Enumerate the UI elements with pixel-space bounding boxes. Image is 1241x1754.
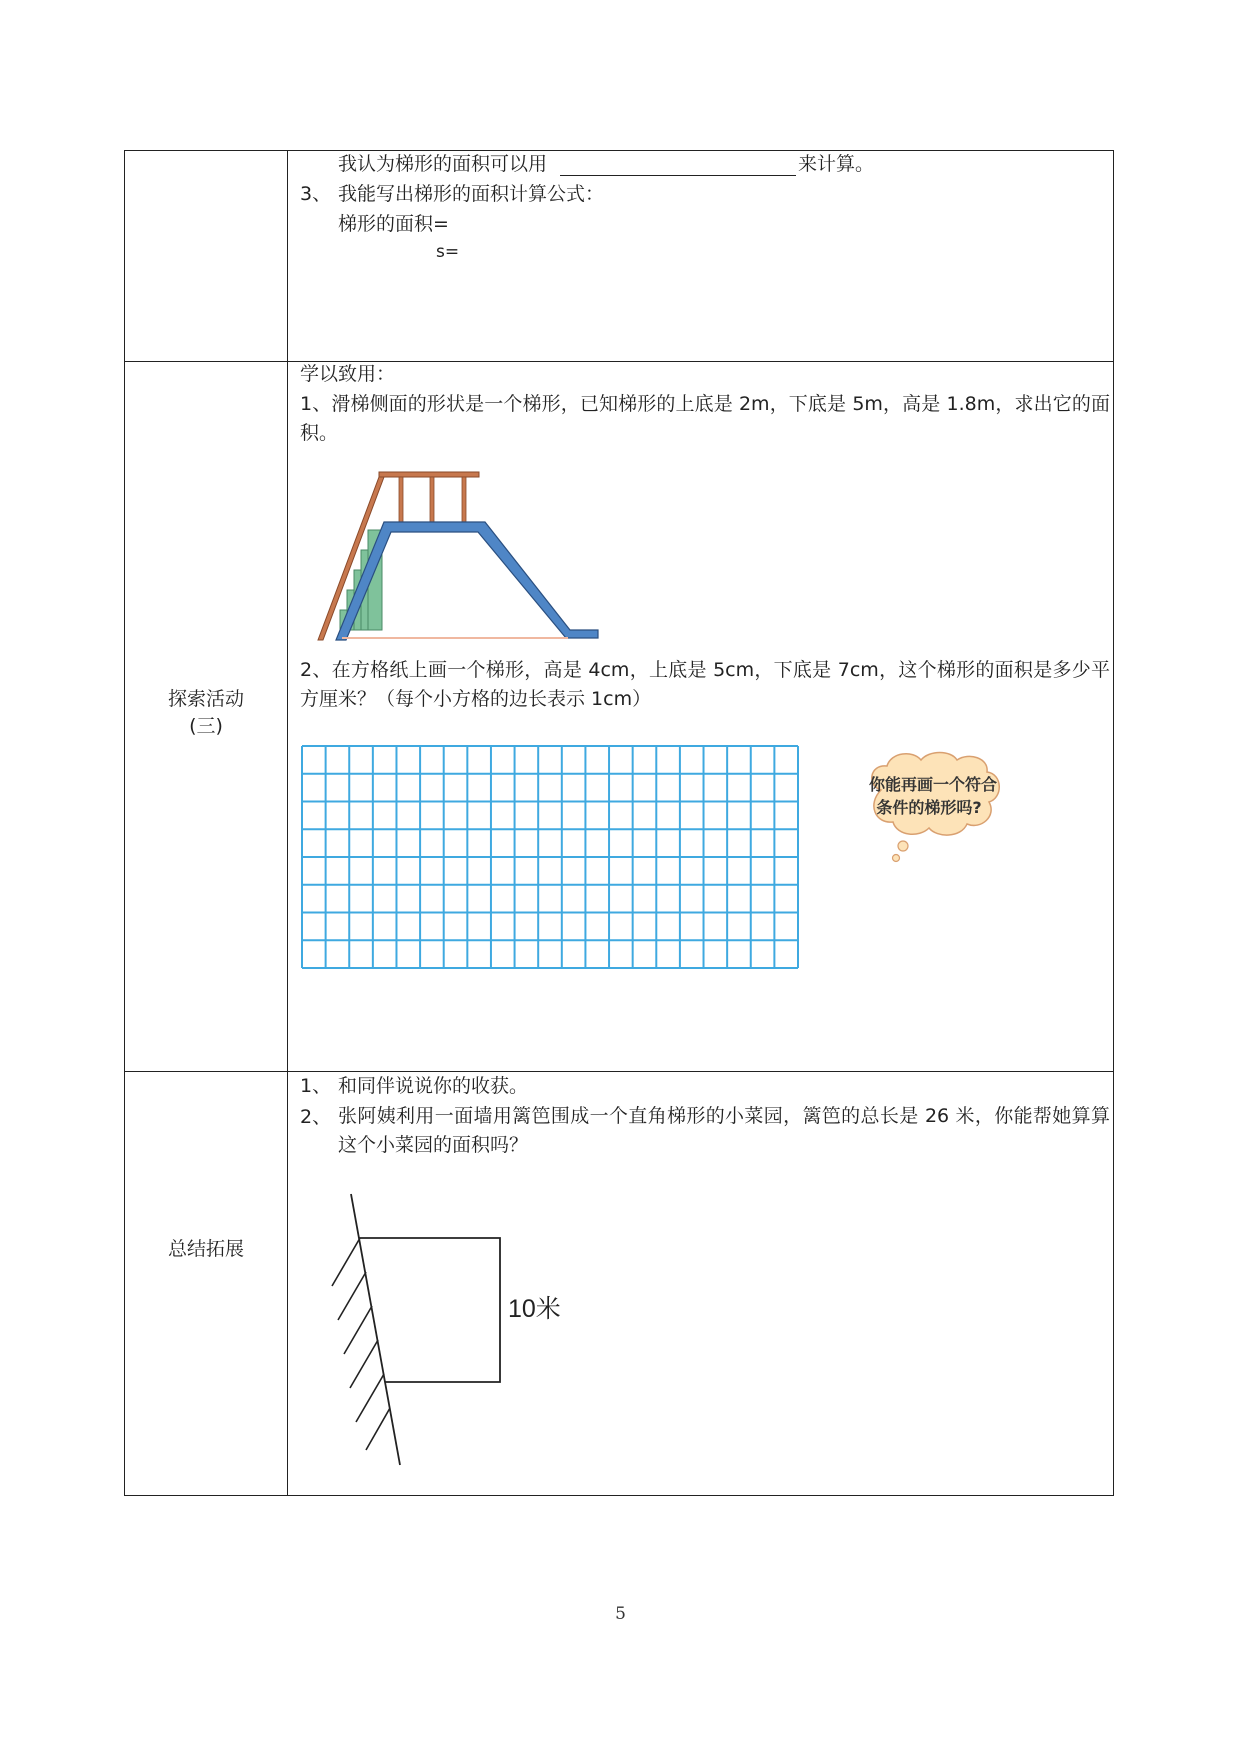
page-number: 5: [615, 1604, 626, 1624]
slide-illustration: [318, 470, 608, 650]
summary-item-1-text: 和同伴说说你的收获。: [338, 1075, 529, 1097]
grid-problem: 2、在方格纸上画一个梯形，高是 4cm，上底是 5cm，下底是 7cm，这个梯形的面积是多少平方厘米？（每个小方格的边长表示 1cm）: [300, 659, 1110, 710]
area-method-suffix: 来计算。: [798, 153, 875, 175]
summary-content: [288, 1072, 1113, 1495]
summary-item-1-number: 1、: [300, 1075, 332, 1097]
item-3-number: 3、: [300, 183, 332, 205]
exploration-label-number: (三): [189, 715, 223, 737]
exploration-label-title: 探索活动: [167, 688, 244, 710]
exploration-label: [125, 686, 287, 740]
thought-dot-large: [898, 841, 908, 851]
apply-heading: 学以致用：: [300, 363, 396, 385]
worksheet-table: [124, 150, 1114, 1496]
fence-outline: [359, 1238, 500, 1382]
formula-words: 梯形的面积=: [338, 213, 449, 235]
exploration-content: [288, 362, 1113, 1071]
summary-item-2-number: 2、: [300, 1106, 332, 1128]
formula-content: [288, 151, 1113, 361]
formula-row: [125, 151, 1113, 362]
thought-dot-small: [893, 855, 900, 862]
item-3-text: 我能写出梯形的面积计算公式：: [338, 183, 605, 205]
wall-hatching: [332, 1238, 390, 1450]
grid-paper[interactable]: [300, 744, 800, 970]
thought-bubble: [863, 750, 1013, 870]
summary-label: 总结拓展: [167, 1238, 244, 1260]
area-method-text: 我认为梯形的面积可以用: [338, 153, 548, 175]
exploration-row: [125, 362, 1113, 1072]
thought-bubble-line-1: 你能再画一个符合: [868, 775, 998, 794]
formula-letters: s=: [436, 242, 460, 262]
height-label: 10米: [508, 1295, 561, 1323]
thought-bubble-line-2: 条件的梯形吗?: [876, 798, 982, 817]
summary-row: [125, 1072, 1113, 1495]
area-method-blank[interactable]: [560, 175, 796, 176]
garden-diagram: [328, 1194, 588, 1466]
slide-problem: 1、滑梯侧面的形状是一个梯形，已知梯形的上底是 2m，下底是 5m，高是 1.8m，求出它的面积。: [300, 393, 1110, 444]
summary-item-2-text: 张阿姨利用一面墙用篱笆围成一个直角梯形的小菜园，篱笆的总长是 26 米，你能帮她算算这个小菜园的面积吗？: [338, 1105, 1110, 1156]
